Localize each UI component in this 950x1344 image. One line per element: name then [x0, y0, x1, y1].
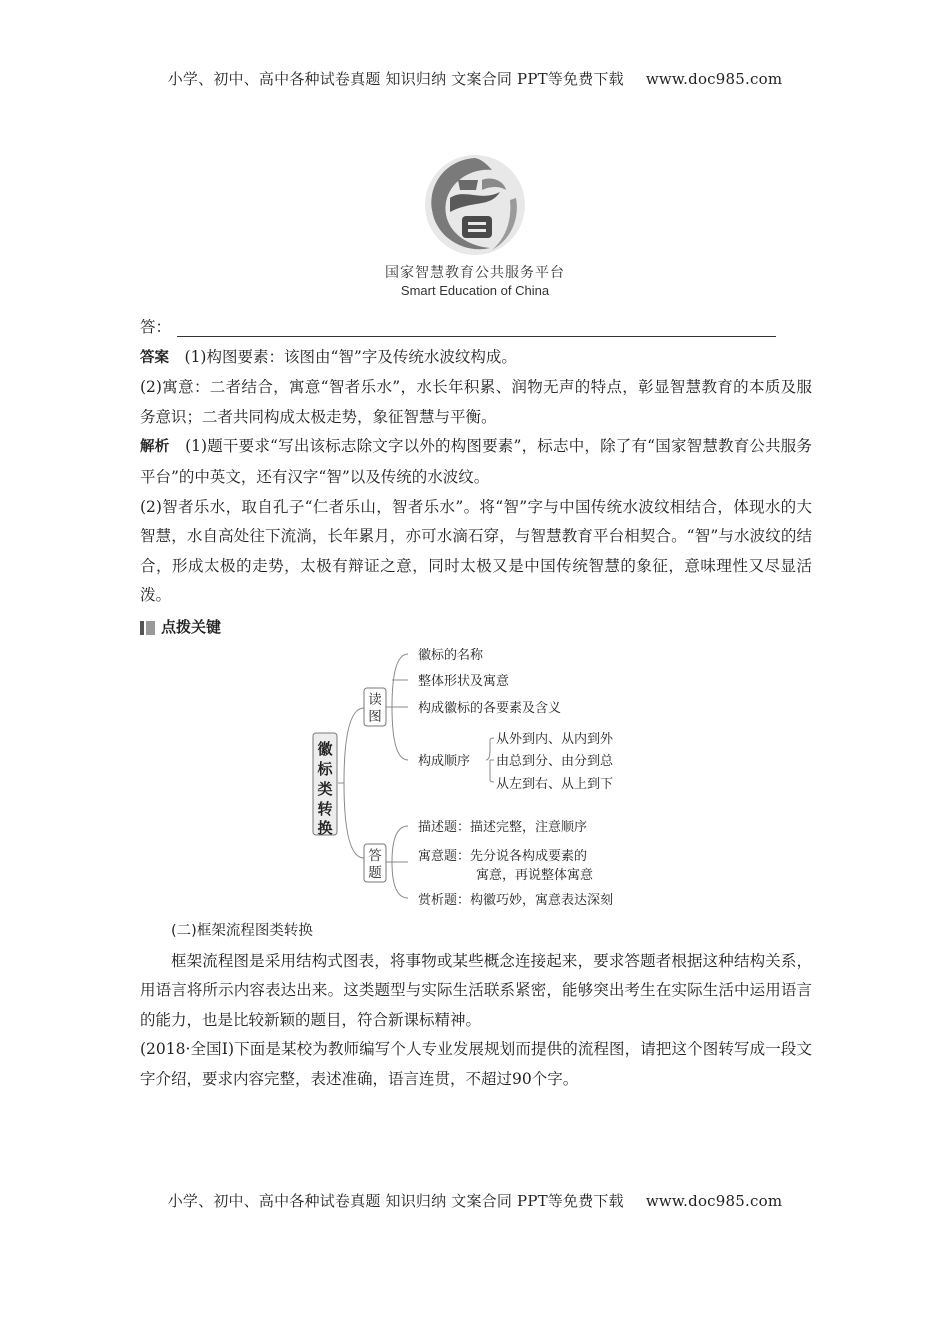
order-item: 由总到分、由分到总 — [496, 754, 614, 769]
diagram-main-char: 类 — [317, 780, 333, 798]
read-item: 徽标的名称 — [418, 648, 484, 663]
answer-prompt-line — [140, 313, 812, 343]
logo-name-en: Smart Education of China — [400, 283, 550, 298]
zhi-water-wave-logo-icon — [420, 150, 530, 260]
section-framework-flowchart — [140, 917, 812, 1095]
answer-item: 寓意题：先分说各构成要素的 — [418, 849, 588, 864]
answer-prompt: 答： — [140, 318, 172, 336]
order-item: 从外到内、从内到外 — [496, 732, 614, 747]
section-intro: 框架流程图是采用结构式图表，将事物或某些概念连接起来，要求答题者根据这种结构关系，用语言将所示内容表达出来。这类题型与实际生活联系紧密，能够突出考生在实际生活中运用语言的能力，也是比较新颖的题目，符合新课标精神。 — [140, 951, 812, 1029]
header-text: 小学、初中、高中各种试卷真题 知识归纳 文案合同 PPT等免费下载 — [167, 70, 624, 88]
page-header — [0, 68, 950, 89]
heading-marker-icon — [140, 621, 144, 635]
section-question: (2018·全国Ⅰ)下面是某校为教师编写个人专业发展规划而提供的流程图，请把这个图转写成一段文字介绍，要求内容完整，表述准确，语言连贯，不超过90个字。 — [140, 1040, 812, 1088]
answer-section — [140, 313, 812, 643]
key-points-heading: 点拨关键 — [140, 613, 812, 643]
analysis-line-1: 解析 (1)题干要求“写出该标志除文字以外的构图要素”，标志中，除了有“国家智慧教育公共服务平台”的中英文，还有汉字“智”以及传统的水波纹。 — [140, 437, 812, 486]
read-item: 构成徽标的各要素及含义 — [418, 701, 562, 716]
footer-text: 小学、初中、高中各种试卷真题 知识归纳 文案合同 PPT等免费下载 — [167, 1192, 624, 1210]
page-footer — [0, 1190, 950, 1211]
answer-item: 描述题：描述完整，注意顺序 — [418, 820, 588, 835]
answer-blank-line — [177, 318, 776, 337]
svg-text:答: 答 — [368, 848, 382, 864]
answer-line-1: 答案 (1)构图要素：该图由“智”字及传统水波纹构成。 — [140, 347, 517, 366]
analysis-line-2: (2)智者乐水，取自孔子“仁者乐山，智者乐水”。将“智”字与中国传统水波纹相结合，体现水的大智慧，水自高处往下流淌，长年累月，亦可水滴石穿，与智慧教育平台相契合。“智”与水波纹的结合，形成太极的走势，太极有辩证之意，同时太极又是中国传统智慧的象征，意味理性又尽显活泼。 — [140, 497, 812, 605]
svg-text:读: 读 — [368, 692, 382, 708]
diagram-main-char: 徽 — [317, 740, 333, 758]
svg-text:题: 题 — [368, 865, 382, 881]
logo-name-cn: 国家智慧教育公共服务平台 — [385, 265, 565, 281]
read-item: 构成顺序 — [418, 754, 471, 769]
answer-label: 答案 — [140, 349, 169, 366]
order-item: 从左到右、从上到下 — [496, 777, 614, 792]
answer-line-2: (2)寓意：二者结合，寓意“智者乐水”，水长年积累、润物无声的特点，彰显智慧教育的本质及服务意识；二者共同构成太极走势，象征智慧与平衡。 — [140, 378, 812, 426]
diagram-main-char: 换 — [317, 819, 333, 837]
footer-site-link[interactable]: www.doc985.com — [645, 1192, 783, 1210]
section-title: (二)框架流程图类转换 — [171, 923, 313, 939]
header-site-link[interactable]: www.doc985.com — [645, 70, 783, 88]
svg-text:图: 图 — [368, 709, 382, 725]
answer-item: 寓意，再说整体寓意 — [476, 868, 594, 883]
diagram-main-char: 标 — [317, 760, 333, 778]
emblem-conversion-diagram — [300, 640, 660, 920]
analysis-label: 解析 — [140, 439, 170, 456]
read-item: 整体形状及寓意 — [418, 674, 510, 689]
diagram-main-char: 转 — [317, 800, 333, 818]
answer-item: 赏析题：构徽巧妙，寓意表达深刻 — [418, 893, 614, 908]
